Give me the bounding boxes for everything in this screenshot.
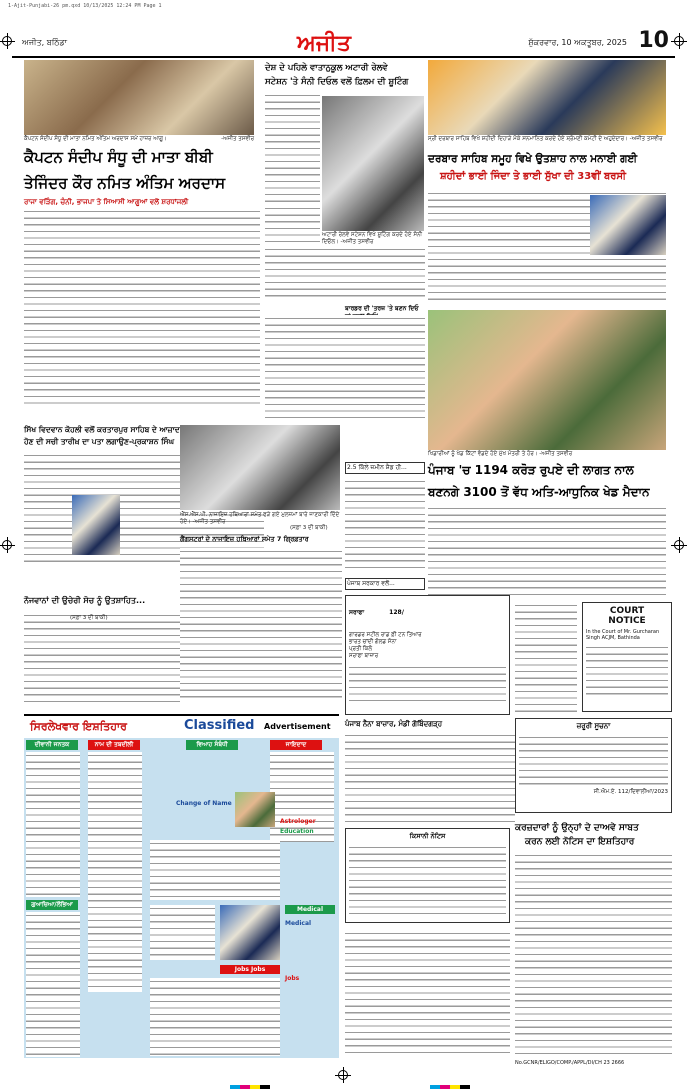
classified-col-head-4: ਜਾਇਦਾਦ	[270, 740, 322, 750]
masthead-date: ਸ਼ੁੱਕਰਵਾਰ, 10 ਅਕਤੂਬਰ, 2025	[528, 38, 627, 47]
bank-notice	[345, 930, 510, 1055]
market-body	[345, 732, 515, 822]
court-notice-box	[582, 602, 672, 712]
court-notice-title: COURT	[609, 606, 645, 616]
public-notice-text	[519, 734, 668, 789]
classified-col-head-5: ਗੁਆਚਿਆ/ਲੱਭਿਆ	[26, 900, 78, 910]
classified-medical-photo	[220, 905, 280, 960]
registration-mark-top-right	[674, 36, 684, 46]
market-row-3: ਪ੍ਰਤੀ ਕਿਲੋ	[349, 646, 373, 652]
arms-headline: ਗੈਂਗਸਟਰਾਂ ਦੇ ਨਾਜਾਇਜ਼ ਹਥਿਆਰਾਂ ਸਮੇਤ 7 ਗ੍ਰਿਫ਼ਤਾਰ	[180, 535, 309, 543]
classified-ad-tag-3: Education	[280, 828, 314, 835]
page-number: 10	[638, 28, 669, 53]
sandhu-headline-1: ਕੈਪਟਨ ਸੰਦੀਪ ਸੰਧੂ ਦੀ ਮਾਤਾ ਬੀਬੀ	[24, 148, 213, 166]
darbar-photo	[428, 60, 666, 135]
registration-mark-mid-left	[2, 540, 12, 550]
darbar-photo-credit: -ਅਜੀਤ ਤਸਵੀਰ	[629, 136, 663, 142]
court-notice-body: In the Court of Mr. Gurcharan Singh ACJM, Bathinda	[586, 629, 660, 641]
deol-headline-2: ਸਟੇਸ਼ਨ 'ਤੇ ਸੰਨੀ ਦਿਓਲ ਵਲੋਂ ਫ਼ਿਲਮ ਦੀ ਸ਼ੂਟਿੰਗ	[265, 77, 409, 87]
market-row-2: ਭਾਰਤ ਚਾਂਦੀ ਗੋਲਡ ਸੋਨਾ	[349, 639, 397, 645]
newspaper-logo: ਅਜੀਤ	[297, 30, 351, 56]
classified-ad-tag-2: Astrologer	[280, 818, 316, 825]
classified-ad-tag-4: Medical	[285, 920, 312, 927]
sports-headline-1: ਪੰਜਾਬ 'ਚ 1194 ਕਰੋੜ ਰੁਪਏ ਦੀ ਲਾਗਤ ਨਾਲ	[428, 463, 634, 477]
sports-photo-caption	[428, 451, 666, 458]
arms-photo	[180, 425, 340, 510]
sandhu-photo-caption	[24, 136, 254, 143]
sandhu-caption-text: ਕੈਪਟਨ ਸੰਦੀਪ ਸੰਧੂ ਦੀ ਮਾਤਾ ਨਮਿਤ ਅੰਤਿਮ ਅਰਦਾਸ ਸਮੇਂ ਹਾਜ਼ਰ ਆਗੂ।	[24, 136, 167, 142]
notice-title-2: ਕਰਨ ਲਈ ਨੋਟਿਸ ਦਾ ਇਸ਼ਤਿਹਾਰ	[525, 837, 635, 847]
notice-column-middle	[515, 602, 577, 712]
classified-medical-text	[150, 905, 215, 960]
market-price-label: ਸਰਾਫਾ	[349, 609, 365, 616]
sports-tag: 2.5 ਕਿੱਲੇ ਜ਼ਮੀਨ ਸ਼ੈਡ ਹੀ...	[347, 464, 407, 471]
classified-col-head-1: ਦੀਵਾਨੀ ਜਨਤਕ	[26, 740, 78, 750]
classified-astrologer-photo	[235, 792, 275, 827]
registration-mark-mid-right	[674, 540, 684, 550]
sports-body	[428, 505, 666, 600]
market-rates-box	[345, 595, 510, 715]
darbar-portrait-photo	[590, 195, 666, 255]
deol-pull-quote: ਬਾਰਡਰ ਦੀ 'ਤਰਜ਼ 'ਤੇ ਬਣਨ ਦਿਓ	[345, 305, 419, 312]
color-calibration-bar-right	[430, 1076, 470, 1089]
notice-title-1: ਕਰਜ਼ਦਾਰਾਂ ਨੂੰ ਉਨ੍ਹਾਂ ਦੇ ਦਾਅਵੇ ਸਾਬਤ	[515, 823, 639, 833]
deol-headline-1: ਦੇਸ਼ ਦੇ ਪਹਿਲੇ ਵਾਤਾਨੁਕੂਲ ਅਟਾਰੀ ਰੇਲਵੇ	[265, 63, 388, 73]
public-notice-case: ਸੀ.ਐਮ.ਏ. 112/ਦਿਵਾਲੀਆ/2023	[593, 789, 668, 795]
registration-mark-bottom-center	[338, 1070, 348, 1080]
classified-banner	[24, 714, 339, 736]
darbar-caption-text: ਸ੍ਰੀ ਦਰਬਾਰ ਸਾਹਿਬ ਵਿਖੇ ਸ਼ਹੀਦੀ ਦਿਹਾੜੇ ਮੌਕੇ ਸਨਮਾਨਿਤ ਕਰਦੇ ਹੋਏ ਸ਼੍ਰੋਮਣੀ ਕਮੇਟੀ ਦੇ ਅਹੁਦੇਦਾਰ।	[428, 136, 628, 142]
arms-caption-text: ਐੱਸ.ਐੱਸ.ਪੀ. ਨਾਜਾਇਜ਼ ਹਥਿਆਰਾਂ ਸਮੇਤ ਫੜੇ ਗਏ ਮੁਲਜ਼ਮਾਂ ਬਾਰੇ ਜਾਣਕਾਰੀ ਦਿੰਦੇ ਹੋਏ।	[180, 512, 340, 525]
classified-medical-head: Medical	[285, 905, 335, 914]
arms-photo-credit: -ਅਜੀਤ ਤਸਵੀਰ	[192, 519, 226, 525]
deol-photo	[322, 96, 424, 231]
farmer-notice-head: ਕਿਸਾਨੀ ਨੋਟਿਸ	[409, 832, 446, 840]
classified-title-en: Classified	[184, 718, 255, 733]
classified-jobs-text	[150, 978, 280, 1056]
public-notice-box	[515, 718, 672, 813]
sports-continued-box	[345, 578, 425, 590]
classified-jobs-head: Jobs Jobs	[220, 965, 280, 974]
darbar-photo-caption	[428, 136, 666, 143]
classified-col-1	[26, 752, 80, 897]
classified-ad-tag-1: Change of Name	[176, 800, 232, 807]
classified-ad-tag-5: Jobs	[285, 975, 300, 982]
public-notice-head: ਜ਼ਰੂਰੀ ਸੂਚਨਾ	[576, 722, 611, 730]
arms-photo-caption	[180, 512, 340, 526]
classified-col-head-2: ਨਾਮ ਦੀ ਤਬਦੀਲੀ	[88, 740, 140, 750]
sandhu-headline-2: ਤੇਜਿੰਦਰ ਕੌਰ ਨਮਿਤ ਅੰਤਿਮ ਅਰਦਾਸ	[24, 174, 226, 192]
classified-title-en2: Advertisement	[264, 722, 331, 731]
market-row-1: ਗਾਰਡਰ ਸਟੀਲ ਰਾਡ ਫ਼ੀ ਟਨ ਤਿਆਰ	[349, 632, 422, 638]
masthead-city: ਅਜੀਤ, ਬਠਿੰਡਾ	[22, 38, 68, 47]
darbar-headline-1: ਦਰਬਾਰ ਸਾਹਿਬ ਸਮੂਹ ਵਿਖੇ ਉਤਸ਼ਾਹ ਨਾਲ ਮਨਾਈ ਗਈ	[428, 153, 638, 165]
sports-tag-box	[345, 462, 425, 474]
sports-photo-credit: -ਅਜੀਤ ਤਸਵੀਰ	[539, 451, 573, 457]
registration-mark-top-left	[2, 36, 12, 46]
classified-col-3	[150, 840, 280, 900]
arms-continued-1: (ਸਫ਼ਾ 3 ਦੀ ਬਾਕੀ)	[290, 525, 328, 531]
arms-body	[180, 548, 342, 703]
market-title: ਪੰਜਾਬ ਨੈਨਾ ਬਾਜ਼ਾਰ, ਮੰਡੀ ਗੋਬਿੰਦਗੜ੍ਹ	[345, 720, 443, 728]
deol-photo-credit: -ਅਜੀਤ ਤਸਵੀਰ	[340, 239, 374, 245]
court-notice-title-2: NOTICE	[608, 616, 646, 626]
deol-photo-caption	[322, 232, 424, 246]
sandhu-body	[24, 208, 260, 408]
scholar-subhead: ਨੌਜਵਾਨਾਂ ਦੀ ਉਚੇਰੀ ਸੋਚ ਨੂੰ ਉਤਸ਼ਾਹਿਤ...	[24, 596, 146, 605]
arms-continued-2: (ਸਫ਼ਾ 3 ਦੀ ਬਾਕੀ)	[70, 615, 108, 621]
print-slug: 1-Ajit-Punjabi-26 pm.qxd 10/13/2025 12:24 PM Page 1	[8, 3, 162, 9]
sports-photo	[428, 310, 666, 450]
deol-body-continued	[265, 315, 425, 420]
scholar-headline-2: ਹੋਣ ਦੀ ਸਚੀ ਤਾਰੀਖ਼ ਦਾ ਪਤਾ ਲਗਾਉਣ-ਪ੍ਰਕਾਸ਼ਨ ਸਿੰਘ	[24, 437, 175, 446]
sports-headline-2: ਬਣਨਗੇ 3100 ਤੋਂ ਵੱਧ ਅਤਿ-ਆਧੁਨਿਕ ਖੇਡ ਮੈਦਾਨ	[428, 485, 650, 499]
scholar-headline-1: ਸਿੱਖ ਵਿਦਵਾਨ ਕੋਹਲੀ ਵਲੋਂ ਕਰਤਾਰਪੁਰ ਸਾਹਿਬ ਦੇ ਆਜ਼ਾਦ	[24, 425, 180, 434]
market-table	[349, 664, 506, 704]
classified-col-2	[88, 752, 142, 992]
deol-body-left	[265, 92, 320, 202]
sports-caption-text: ਖਿਡਾਰੀਆਂ ਨੂੰ ਖੇਡ ਕਿੱਟਾਂ ਵੰਡਦੇ ਹੋਏ ਮੁੱਖ ਮੰਤਰੀ ਤੇ ਹੋਰ।	[428, 451, 538, 457]
market-row-4: ਸਰਾਫਾ ਬਾਜ਼ਾਰ	[349, 653, 379, 659]
classified-title-pa: ਸਿਰਲੇਖਵਾਰ ਇਸ਼ਤਿਹਾਰ	[30, 720, 127, 733]
sports-body-left	[345, 478, 425, 573]
darbar-headline-2: ਸ਼ਹੀਦਾਂ ਭਾਈ ਜਿੰਦਾ ਤੇ ਭਾਈ ਸੁੱਖਾ ਦੀ 33ਵੀਂ ਬਰਸੀ	[440, 171, 627, 182]
sandhu-photo	[24, 60, 254, 135]
sandhu-subhead: ਰਾਜਾ ਵੜਿੰਗ, ਚੰਨੀ, ਭਾਜਪਾ ਤੇ ਸਿਆਸੀ ਆਗੂਆਂ ਵਲੋਂ ਸ਼ਰਧਾਂਜਲੀ	[24, 198, 189, 206]
notice-body	[515, 852, 672, 1057]
sports-continued: ਪੰਜਾਬ ਸਰਕਾਰ ਵਲੋਂ...	[347, 580, 395, 587]
classified-col-head-3: ਵਿਆਹ ਸੰਬੰਧੀ	[186, 740, 238, 750]
footer-code: No.GCNR/ELIGO/COMP./APPL/DI/CH 23 2666	[515, 1060, 625, 1066]
color-calibration-bar	[230, 1076, 270, 1089]
deol-caption-text: ਅਟਾਰੀ ਰੇਲਵੇ ਸਟੇਸ਼ਨ ਵਿਖੇ ਸ਼ੂਟਿੰਗ ਕਰਦੇ ਹੋਏ ਸੰਨੀ ਦਿਓਲ।	[322, 232, 423, 245]
scholar-portrait	[72, 495, 120, 555]
masthead	[12, 28, 675, 58]
deol-body-right	[265, 246, 425, 301]
classified-col-5	[26, 912, 80, 1057]
court-notice-text	[586, 644, 668, 699]
sandhu-photo-credit: -ਅਜੀਤ ਤਸਵੀਰ	[221, 136, 254, 142]
farmer-notice-text	[349, 844, 506, 914]
farmer-notice-box	[345, 828, 510, 923]
market-price-value: 128/	[389, 609, 404, 616]
